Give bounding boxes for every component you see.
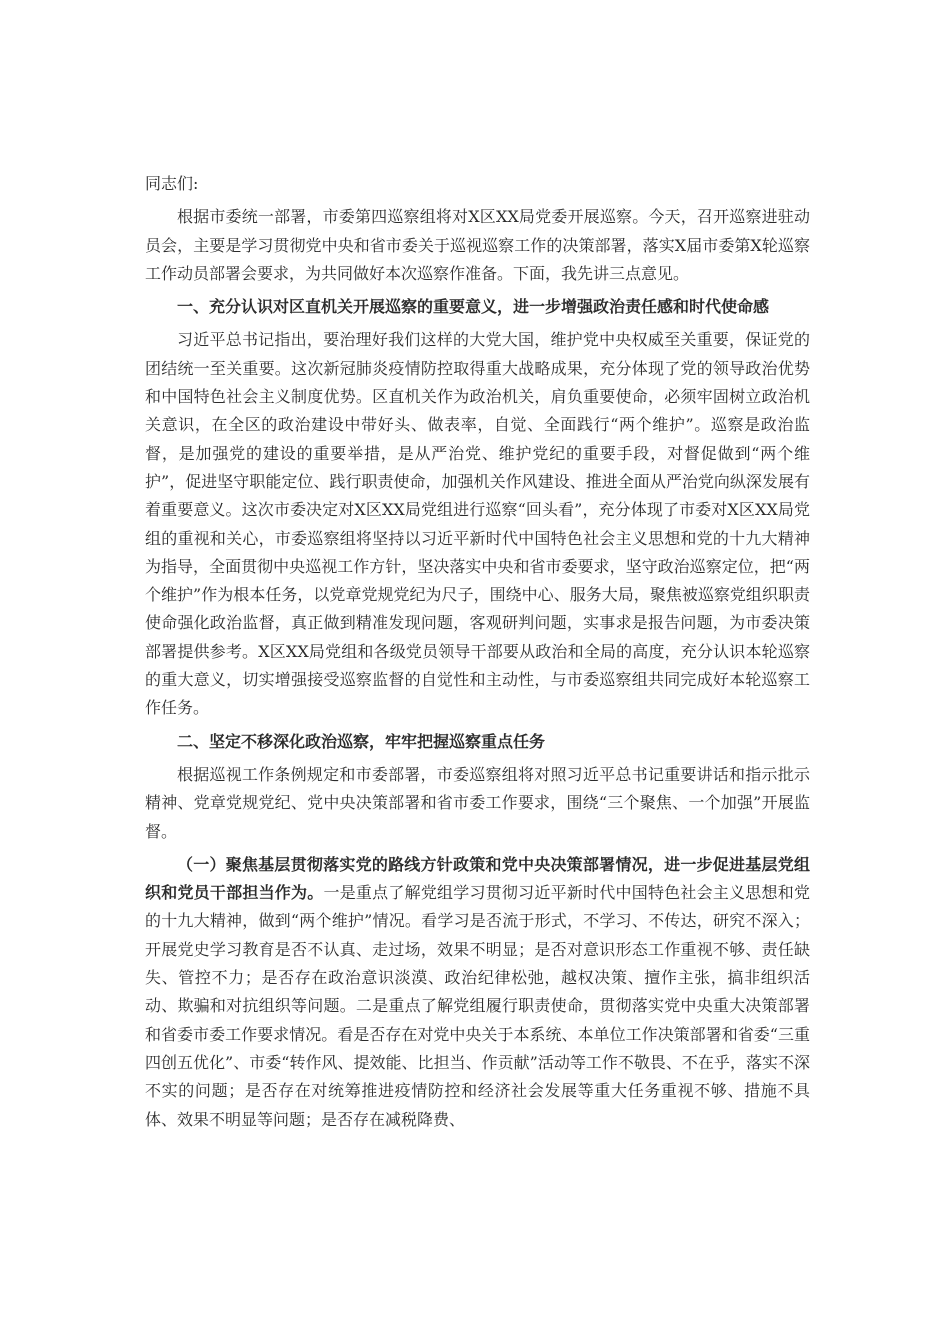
section-heading-2: 二、坚定不移深化政治巡察，牢牢把握巡察重点任务 bbox=[177, 731, 546, 751]
section-1-paragraph: 习近平总书记指出，要治理好我们这样的大党大国，维护党中央权威至关重要，保证党的团结统一至关重要。这次新冠肺炎疫情防控取得重大战略成果，充分体现了党的领导政治优势和中国特色社会主义制度优势。区直机关作为政治机关，肩负重要使命，必须牢固树立政治机关意识，在全区的政治建设中带好头、做表率，自觉、全面践行“两个维护”。巡察是政治监督，是加强党的建设的重要举措，是从严治党、维护党纪的重要手段，对督促做到“两个维护”，促进坚守职能定位、践行职责使命，加强机关作风建设、推进全面从严治党向纵深发展有着重要意义。这次市委决定对X区XX局党组进行巡察“回头看”，充分体现了市委对X区XX局党组的重视和关心，市委巡察组将坚持以习近平新时代中国特色社会主义思想和党的十九大精神为指导，全面贯彻中央巡视工作方针，坚决落实中央和省市委要求，坚守政治巡察定位，把“两个维护”作为根本任务，以党章党规党纪为尺子，围绕中心、服务大局，聚焦被巡察党组织职责使命强化政治监督，真正做到精准发现问题，客观研判问题，实事求是报告问题，为市委决策部署提供参考。X区XX局党组和各级党员领导干部要从政治和全局的高度，充分认识本轮巡察的重大意义，切实增强接受巡察监督的自觉性和主动性，与市委巡察组共同完成好本轮巡察工作任务。 bbox=[145, 330, 810, 718]
intro-paragraph: 根据市委统一部署，市委第四巡察组将对X区XX局党委开展巡察。今天，召开巡察进驻动员会，主要是学习贯彻党中央和省市委关于巡视巡察工作的决策部署，落实X届市委第X轮巡察工作动员部署会要求，为共同做好本次巡察作准备。下面，我先讲三点意见。 bbox=[145, 207, 810, 283]
subsection-1-lead: （一）聚焦基层贯彻落实党的路线方针政策和党中央决策部署情况，进一步促进基层党组织和党员干部担当作为。 bbox=[145, 854, 810, 903]
subsection-1-body: 一是重点了解党组学习贯彻习近平新时代中国特色社会主义思想和党的十九大精神，做到“两个维护”情况。看学习是否流于形式，不学习、不传达，研究不深入；开展党史学习教育是否不认真、走过场，效果不明显；是否对意识形态工作重视不够、责任缺失、管控不力；是否存在政治意识淡漠、政治纪律松弛，越权决策、擅作主张，搞非组织活动、欺骗和对抗组织等问题。二是重点了解党组履行职责使命，贯彻落实党中央重大决策部署和省委市委工作要求情况。看是否存在对党中央关于本系统、本单位工作决策部署和省委“三重四创五优化”、市委“转作风、提效能、比担当、作贡献”活动等工作不敬畏、不在乎，落实不深不实的问题；是否存在对统筹推进疫情防控和经济社会发展等重大任务重视不够、措施不具体、效果不明显等问题；是否存在减税降费、 bbox=[145, 883, 810, 1129]
document-page bbox=[145, 170, 810, 1139]
section-2-paragraph: 根据巡视工作条例规定和市委部署，市委巡察组将对照习近平总书记重要讲话和指示批示精神、党章党规党纪、党中央决策部署和省市委工作要求，围绕“三个聚焦、一个加强”开展监督。 bbox=[145, 764, 810, 841]
salutation: 同志们: bbox=[145, 174, 199, 193]
section-heading-1: 一、充分认识对区直机关开展巡察的重要意义，进一步增强政治责任感和时代使命感 bbox=[177, 297, 770, 317]
subsection-1-paragraph bbox=[145, 851, 810, 1134]
